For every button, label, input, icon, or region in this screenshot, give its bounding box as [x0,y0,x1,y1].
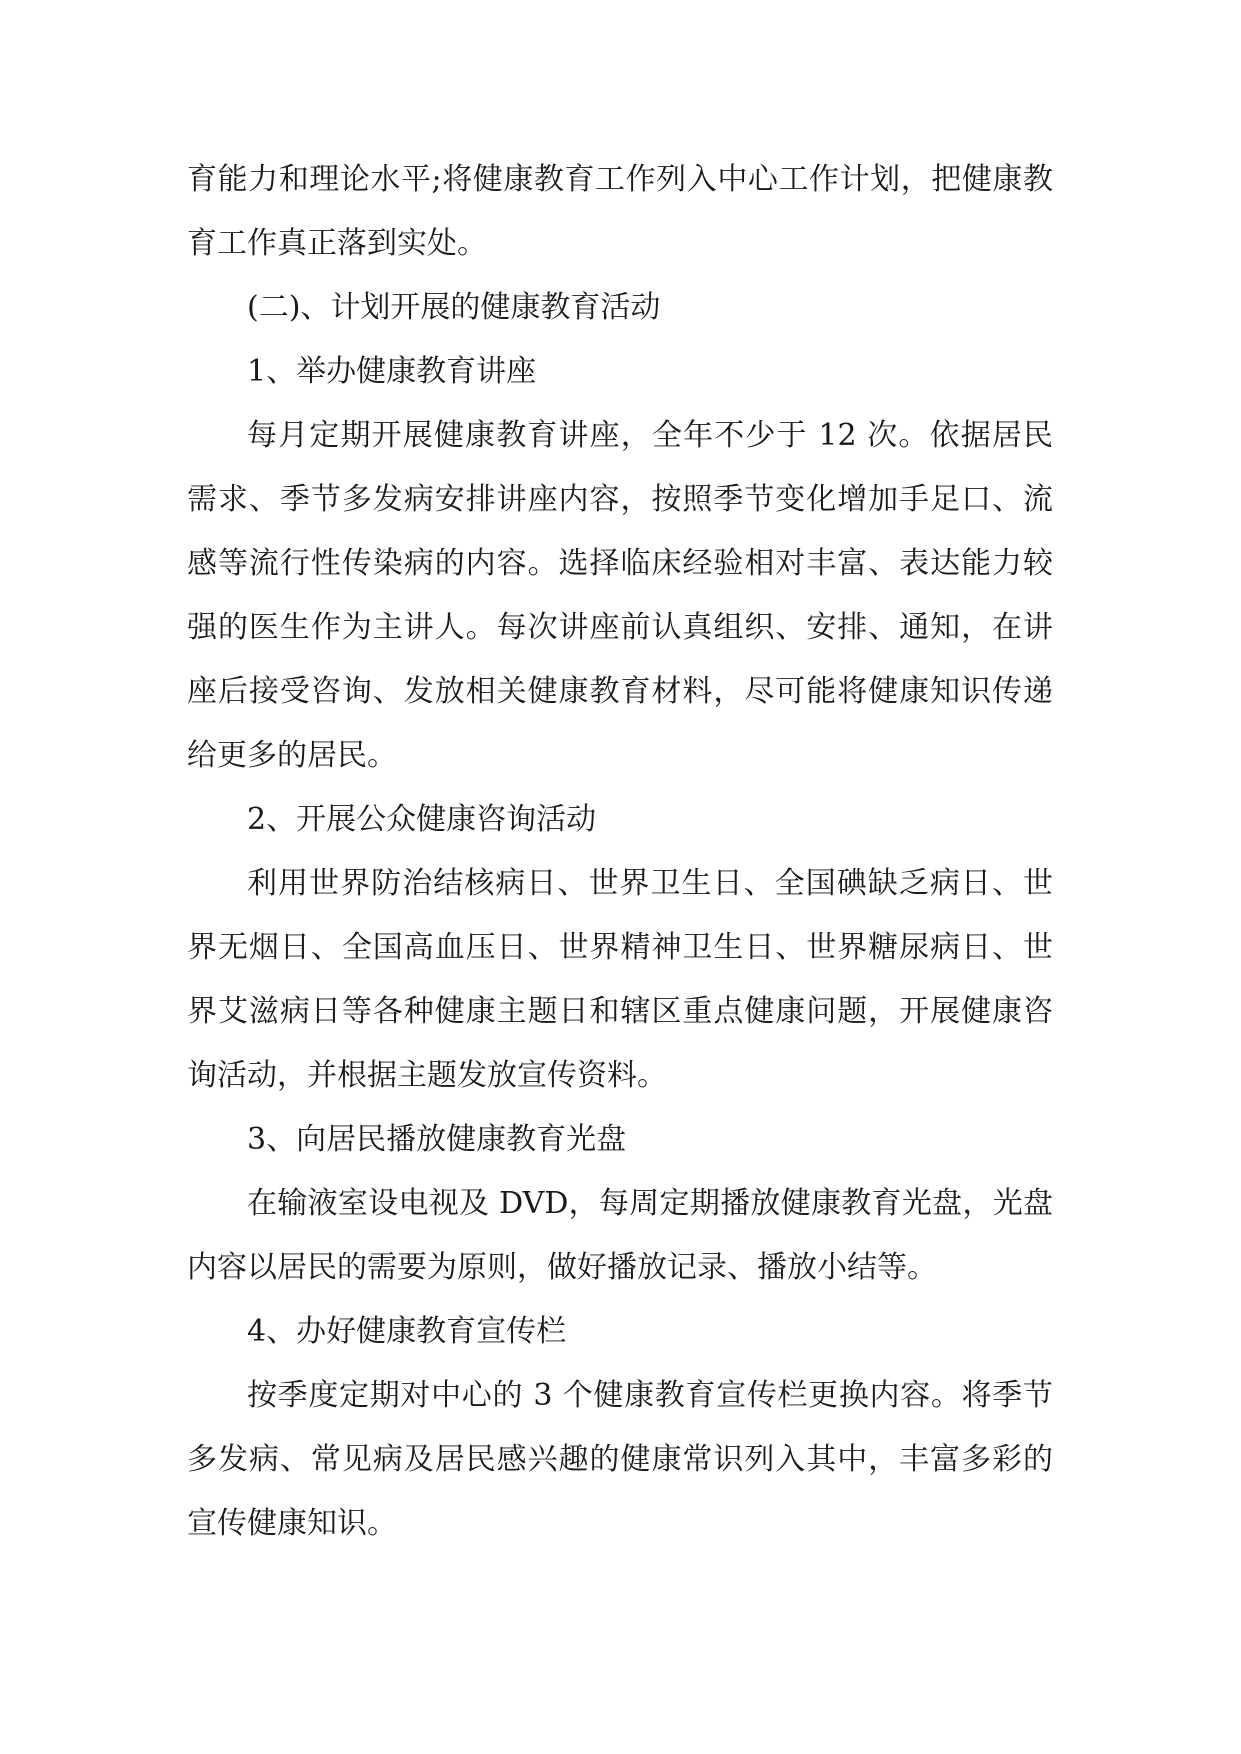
section-heading: (二)、计划开展的健康教育活动 [247,290,661,325]
item-heading-3: 3、向居民播放健康教育光盘 [247,1122,627,1157]
paragraph-continuation: 育能力和理论水平;将健康教育工作列入中心工作计划，把健康教育工作真正落到实处。 [187,162,1053,261]
item-heading-1: 1、举办健康教育讲座 [247,354,537,389]
document-body [187,148,1053,1556]
paragraph-consultation: 利用世界防治结核病日、世界卫生日、全国碘缺乏病日、世界无烟日、全国高血压日、世界精神卫生日、世界糖尿病日、世界艾滋病日等各种健康主题日和辖区重点健康问题，开展健康咨询活动，并根据主题发放宣传资料。 [187,866,1053,1093]
paragraph-lectures: 每月定期开展健康教育讲座，全年不少于 12 次。依据居民需求、季节多发病安排讲座内容，按照季节变化增加手足口、流感等流行性传染病的内容。选择临床经验相对丰富、表达能力较强的医生作为主讲人。每次讲座前认真组织、安排、通知，在讲座后接受咨询、发放相关健康教育材料，尽可能将健康知识传递给更多的居民。 [187,418,1053,773]
paragraph-bulletin: 按季度定期对中心的 3 个健康教育宣传栏更换内容。将季节多发病、常见病及居民感兴趣的健康常识列入其中，丰富多彩的宣传健康知识。 [187,1378,1053,1541]
item-heading-4: 4、办好健康教育宣传栏 [247,1314,567,1349]
item-heading-2: 2、开展公众健康咨询活动 [247,802,597,837]
paragraph-dvd: 在输液室设电视及 DVD，每周定期播放健康教育光盘，光盘内容以居民的需要为原则，做好播放记录、播放小结等。 [187,1186,1053,1285]
